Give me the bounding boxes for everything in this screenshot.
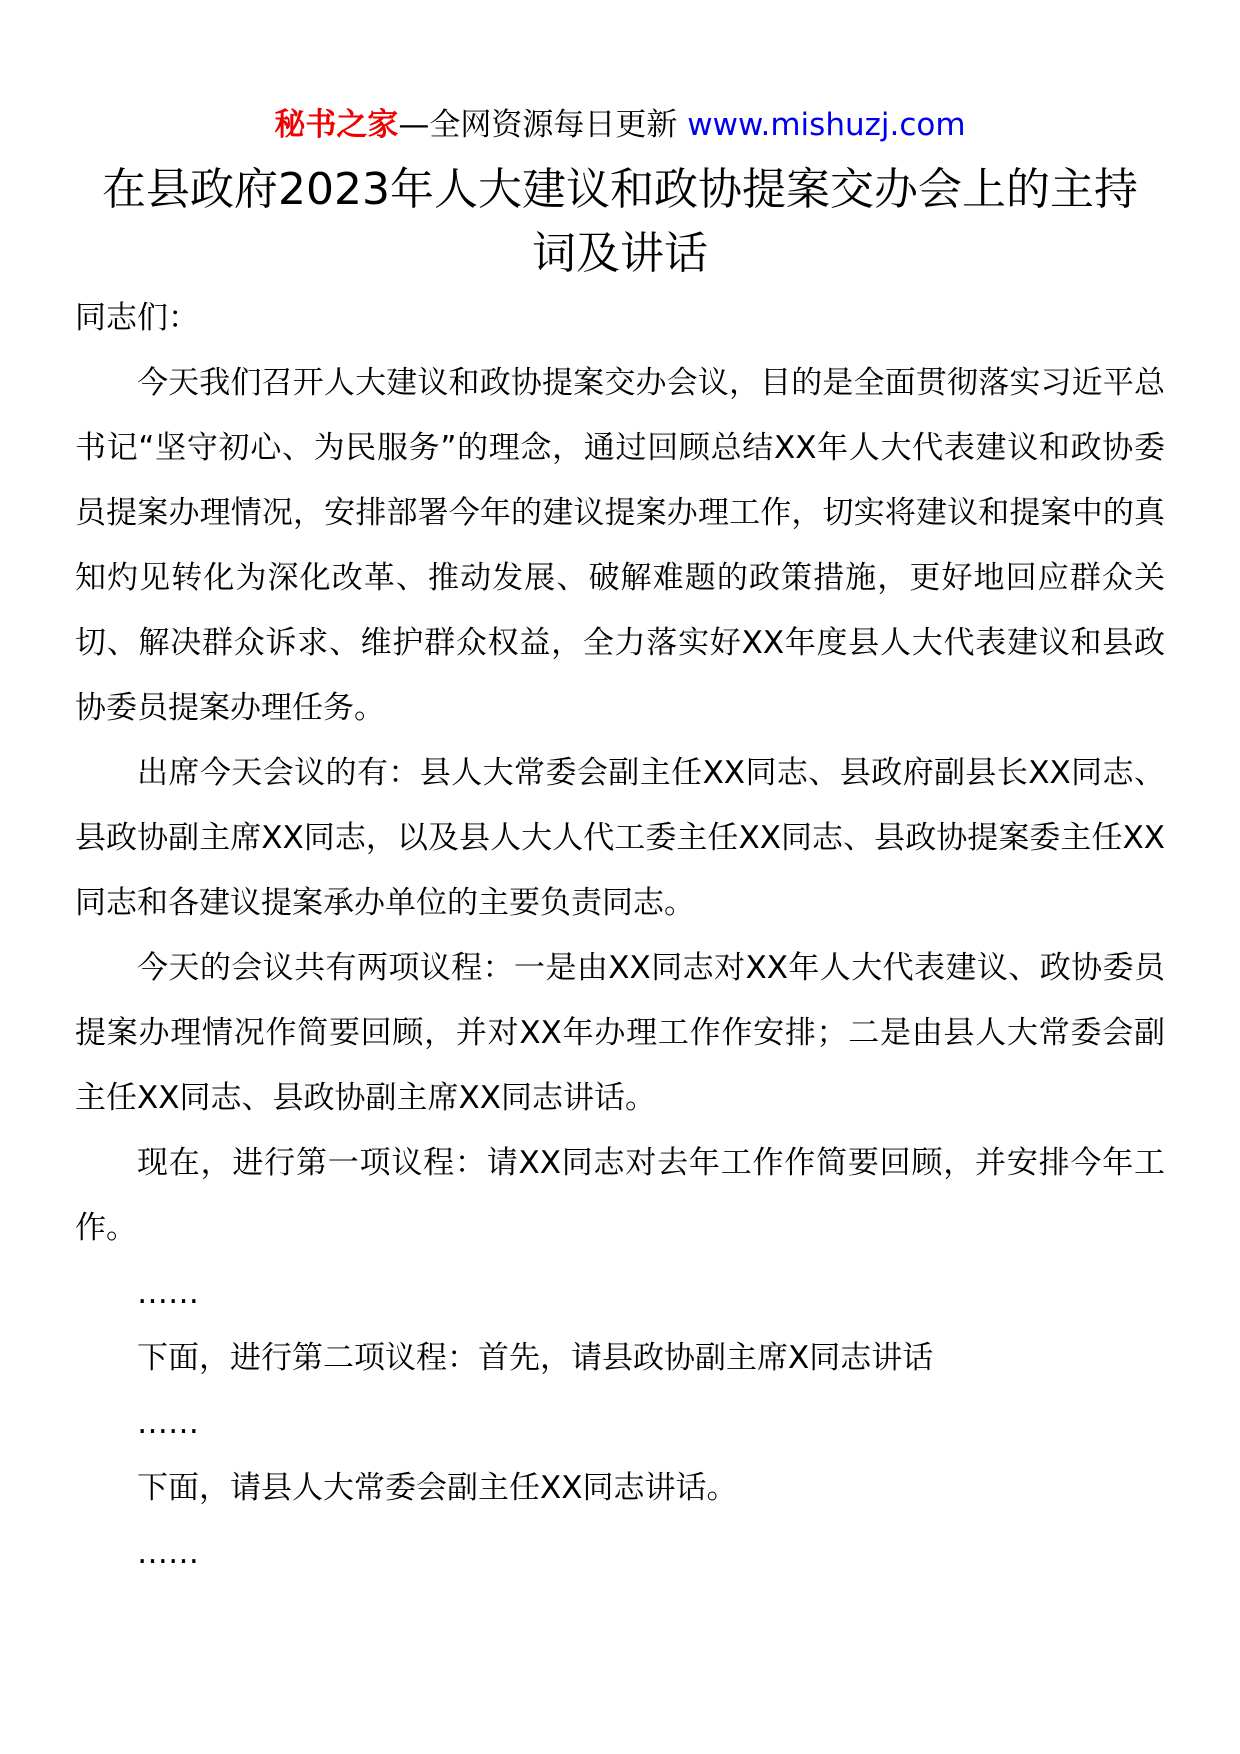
- ellipsis-3: ……: [137, 1535, 199, 1571]
- document-title: 在县政府2023年人大建议和政协提案交办会上的主持词及讲话: [102, 164, 1138, 279]
- paragraph-next-speaker: 下面，请县人大常委会副主任XX同志讲话。: [137, 1470, 738, 1506]
- paragraph-second-item: 下面，进行第二项议程：首先，请县政协副主席X同志讲话: [137, 1340, 934, 1376]
- ellipsis-1: ……: [137, 1275, 199, 1311]
- watermark-header: [0, 103, 1240, 147]
- paragraph-opening: 今天我们召开人大建议和政协提案交办会议，目的是全面贯彻落实习近平总书记“坚守初心、为民服务”的理念，通过回顾总结XX年人大代表建议和政协委员提案办理情况，安排部署今年的建议提案办理工作，切实将建议和提案中的真知灼见转化为深化改革、推动发展、破解难题的政策措施，更好地回应群众关切、解决群众诉求、维护群众权益，全力落实好XX年度县人大代表建议和县政协委员提案办理任务。: [75, 365, 1165, 726]
- paragraph-first-item: 现在，进行第一项议程：请XX同志对去年工作作简要回顾，并安排今年工作。: [75, 1145, 1165, 1246]
- document-body: [75, 286, 1165, 1586]
- salutation: 同志们：: [75, 300, 199, 336]
- paragraph-agenda: 今天的会议共有两项议程：一是由XX同志对XX年人大代表建议、政协委员提案办理情况作简要回顾，并对XX年办理工作作安排；二是由县人大常委会副主任XX同志、县政协副主席XX同志讲话。: [75, 950, 1165, 1116]
- site-url-link[interactable]: www.mishuzj.com: [687, 107, 966, 143]
- ellipsis-2: ……: [137, 1405, 199, 1441]
- header-tagline: —全网资源每日更新: [398, 107, 678, 143]
- paragraph-attendees: 出席今天会议的有：县人大常委会副主任XX同志、县政府副县长XX同志、县政协副主席XX同志，以及县人大人代工委主任XX同志、县政协提案委主任XX同志和各建议提案承办单位的主要负责同志。: [75, 755, 1165, 921]
- brand-name: 秘书之家: [274, 107, 399, 143]
